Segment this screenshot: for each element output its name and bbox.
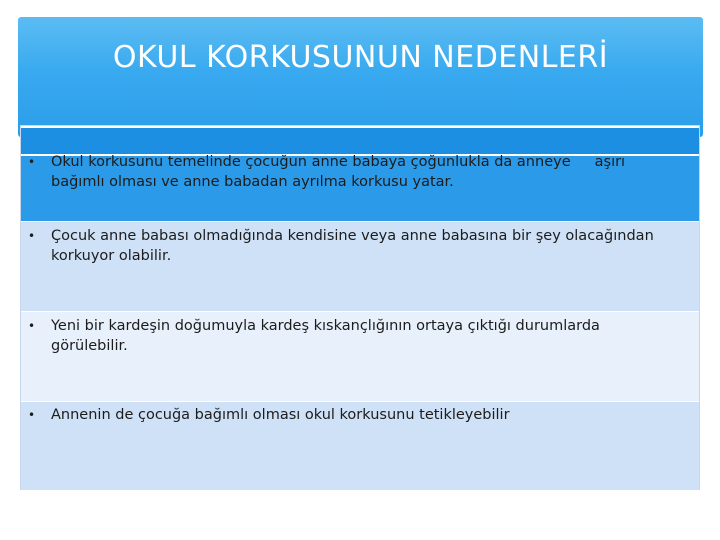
bullet-dot-icon: • — [28, 319, 36, 333]
bullet-dot-icon: • — [28, 155, 36, 169]
bullet-text-line: Çocuk anne babası olmadığında kendisine veya anne babasına bir şey olacağından — [51, 228, 654, 244]
bullet-text-line: Okul korkusunu temelinde çocuğun anne babaya çoğunlukla da anneye — [51, 154, 571, 170]
bullet-text-line: korkuyor olabilir. — [51, 248, 172, 264]
slide-title: OKUL KORKUSUNUN NEDENLERİ — [112, 40, 609, 75]
bullet-dot-icon: • — [28, 408, 36, 422]
bullet-text-line: bağımlı olması ve anne babadan ayrılma korkusu yatar. — [51, 174, 454, 190]
bullet-text — [51, 316, 701, 356]
bullet-text-line: Yeni bir kardeşin doğumuyla kardeş kıskançlığının ortaya çıktığı durumlarda — [51, 318, 600, 334]
content-table — [20, 125, 700, 490]
title-banner — [18, 17, 703, 137]
bullet-dot-icon: • — [28, 229, 36, 243]
bullet-text — [51, 226, 701, 266]
bullet-text-line: Annenin de çocuğa bağımlı olması okul korkusunu tetikleyebilir — [51, 407, 510, 423]
bullet-text — [51, 405, 701, 425]
bullet-text-line-end: aşırı — [594, 154, 626, 170]
bullet-text — [51, 152, 701, 192]
bullet-text-line: görülebilir. — [51, 338, 128, 354]
